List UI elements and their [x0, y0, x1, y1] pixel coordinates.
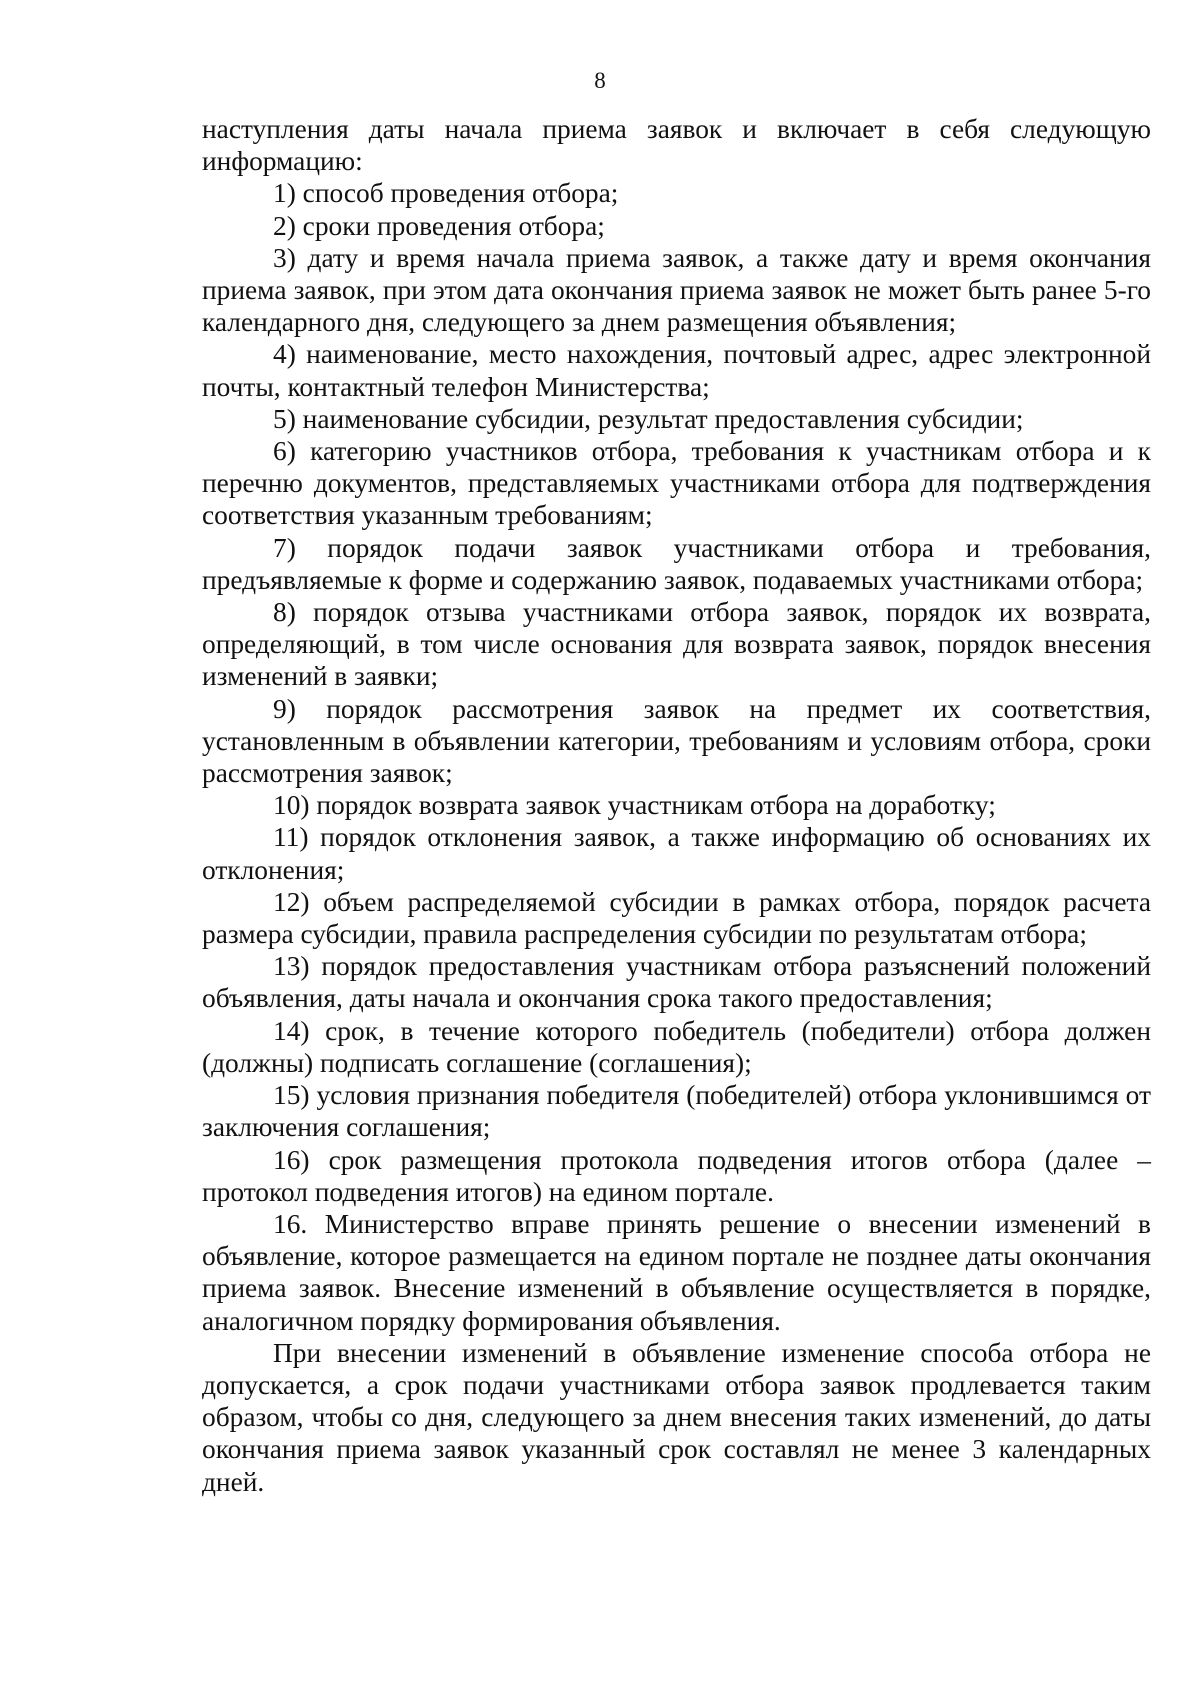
page-number: 8: [594, 68, 606, 93]
list-item-9: 9) порядок рассмотрения заявок на предмет их соответствия, установленным в объявлении категории, требованиям и условиям отбора, сроки рассмотрения заявок;: [202, 693, 1151, 789]
list-item-1: 1) способ проведения отбора;: [273, 178, 619, 209]
document-body: [202, 113, 1151, 1498]
list-item-7: 7) порядок подачи заявок участниками отбора и требования, предъявляемые к форме и содержанию заявок, подаваемых участниками отбора;: [202, 532, 1151, 595]
list-item-8: 8) порядок отзыва участниками отбора заявок, порядок их возврата, определяющий, в том числе основания для возврата заявок, порядок внесения изменений в заявки;: [202, 597, 1151, 692]
list-item-2: 2) сроки проведения отбора;: [273, 210, 605, 241]
list-item-15: 15) условия признания победителя (победителей) отбора уклонившимся от заключения соглашения;: [202, 1080, 1151, 1143]
list-item-16: 16) срок размещения протокола подведения итогов отбора (далее – протокол подведения итогов) на едином портале.: [202, 1144, 1151, 1207]
list-item-13: 13) порядок предоставления участникам отбора разъяснений положений объявления, даты начала и окончания срока такого предоставления;: [202, 951, 1151, 1014]
paragraph-continuation: наступления даты начала приема заявок и включает в себя следующую информацию:: [202, 114, 1151, 177]
list-item-5: 5) наименование субсидии, результат предоставления субсидии;: [273, 403, 1024, 434]
list-item-11: 11) порядок отклонения заявок, а также информацию об основаниях их отклонения;: [202, 822, 1151, 885]
list-item-6: 6) категорию участников отбора, требования к участникам отбора и к перечню документов, представляемых участниками отбора для подтверждения соответствия указанным требованиям;: [202, 436, 1151, 531]
list-item-14: 14) срок, в течение которого победитель (победители) отбора должен (должны) подписать соглашение (соглашения);: [202, 1015, 1151, 1078]
list-item-12: 12) объем распределяемой субсидии в рамках отбора, порядок расчета размера субсидии, правила распределения субсидии по результатам отбора;: [202, 886, 1151, 950]
list-item-10: 10) порядок возврата заявок участникам отбора на доработку;: [273, 790, 996, 821]
section-16-paragraph: 16. Министерство вправе принять решение о внесении изменений в объявление, которое размещается на едином портале не позднее даты окончания приема заявок. Внесение изменений в объявление осуществляется в порядке, аналогичном порядку формирования объявления.: [202, 1208, 1151, 1336]
list-item-4: 4) наименование, место нахождения, почтовый адрес, адрес электронной почты, контактный телефон Министерства;: [202, 339, 1151, 402]
list-item-3: 3) дату и время начала приема заявок, а также дату и время окончания приема заявок, при этом дата окончания приема заявок не может быть ранее 5-го календарного дня, следующего за днем размещения объявления;: [202, 242, 1151, 338]
closing-paragraph: При внесении изменений в объявление изменение способа отбора не допускается, а срок подачи участниками отбора заявок продлевается таким образом, чтобы со дня, следующего за днем внесения таких изменений, до даты окончания приема заявок указанный срок составлял не менее 3 календарных дней.: [202, 1337, 1151, 1497]
